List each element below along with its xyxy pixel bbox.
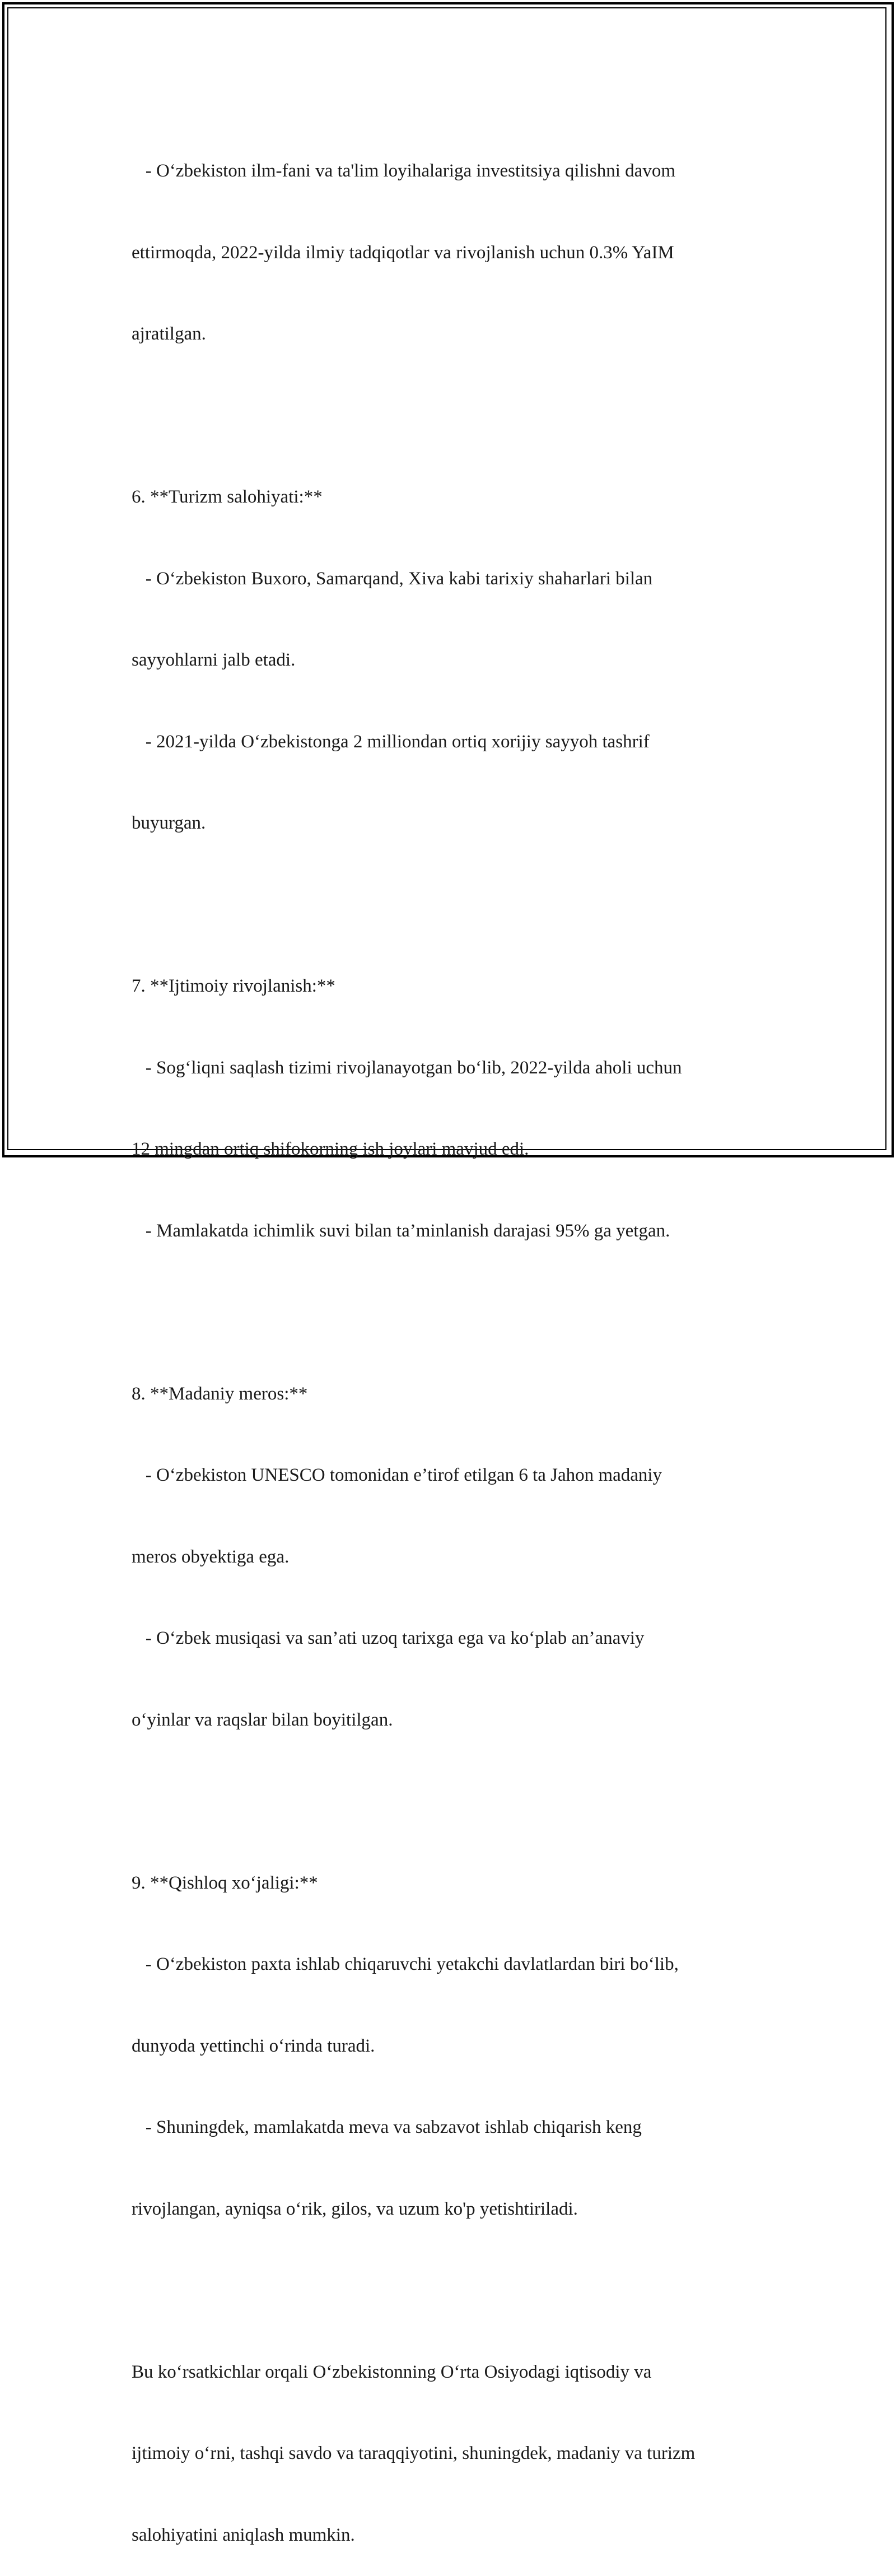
text-line: dunyoda yettinchi o‘rinda turadi. bbox=[132, 2035, 375, 2056]
text-line: - 2021-yilda O‘zbekistonga 2 milliondan ortiq xorijiy sayyoh tashrif bbox=[132, 731, 650, 752]
text-line: buyurgan. bbox=[132, 813, 206, 833]
conclusion-line: salohiyatini aniqlash mumkin. bbox=[132, 2524, 355, 2545]
text-line: sayyohlarni jalb etadi. bbox=[132, 650, 296, 670]
blank-line bbox=[132, 1788, 770, 1815]
blank-line bbox=[132, 891, 770, 919]
text-line: - O‘zbekiston UNESCO tomonidan e’tirof etilgan 6 ta Jahon madaniy bbox=[132, 1465, 662, 1485]
text-line: - O‘zbekiston Buxoro, Samarqand, Xiva kabi tarixiy shaharlari bilan bbox=[132, 568, 653, 589]
text-line: - O‘zbekiston paxta ishlab chiqaruvchi yetakchi davlatlardan biri bo‘lib, bbox=[132, 1954, 679, 1974]
section-heading: 8. **Madaniy meros:** bbox=[132, 1383, 308, 1404]
text-line: - Sog‘liqni saqlash tizimi rivojlanayotgan bo‘lib, 2022-yilda aholi uchun bbox=[132, 1057, 682, 1078]
text-line: - Shuningdek, mamlakatda meva va sabzavot ishlab chiqarish keng bbox=[132, 2117, 642, 2137]
text-line: - Mamlakatda ichimlik suvi bilan ta’minlanish darajasi 95% ga yetgan. bbox=[132, 1220, 670, 1241]
text-line: meros obyektiga ega. bbox=[132, 1546, 290, 1567]
blank-line bbox=[132, 1299, 770, 1326]
section-heading: 6. **Turizm salohiyati:** bbox=[132, 487, 323, 507]
document-body bbox=[132, 103, 770, 2576]
section-heading: 7. **Ijtimoiy rivojlanish:** bbox=[132, 976, 335, 996]
blank-line bbox=[132, 2277, 770, 2304]
blank-line bbox=[132, 402, 770, 430]
text-line: ettirmoqda, 2022-yilda ilmiy tadqiqotlar va rivojlanish uchun 0.3% YaIM bbox=[132, 242, 674, 263]
text-line: o‘yinlar va raqslar bilan boyitilgan. bbox=[132, 1709, 393, 1730]
section-heading: 9. **Qishloq xo‘jaligi:** bbox=[132, 1872, 318, 1893]
conclusion-line: Bu ko‘rsatkichlar orqali O‘zbekistonning O‘rta Osiyodagi iqtisodiy va bbox=[132, 2361, 652, 2382]
text-line: rivojlangan, ayniqsa o‘rik, gilos, va uzum ko'p yetishtiriladi. bbox=[132, 2198, 578, 2219]
text-line: ajratilgan. bbox=[132, 324, 206, 344]
text-line: - O‘zbek musiqasi va san’ati uzoq tarixga ega va ko‘plab an’anaviy bbox=[132, 1628, 645, 1648]
conclusion-line: ijtimoiy o‘rni, tashqi savdo va taraqqiyotini, shuningdek, madaniy va turizm bbox=[132, 2443, 696, 2463]
text-line: 12 mingdan ortiq shifokorning ish joylari mavjud edi. bbox=[132, 1139, 529, 1159]
text-line: - O‘zbekiston ilm-fani va ta'lim loyihalariga investitsiya qilishni davom bbox=[132, 161, 676, 181]
